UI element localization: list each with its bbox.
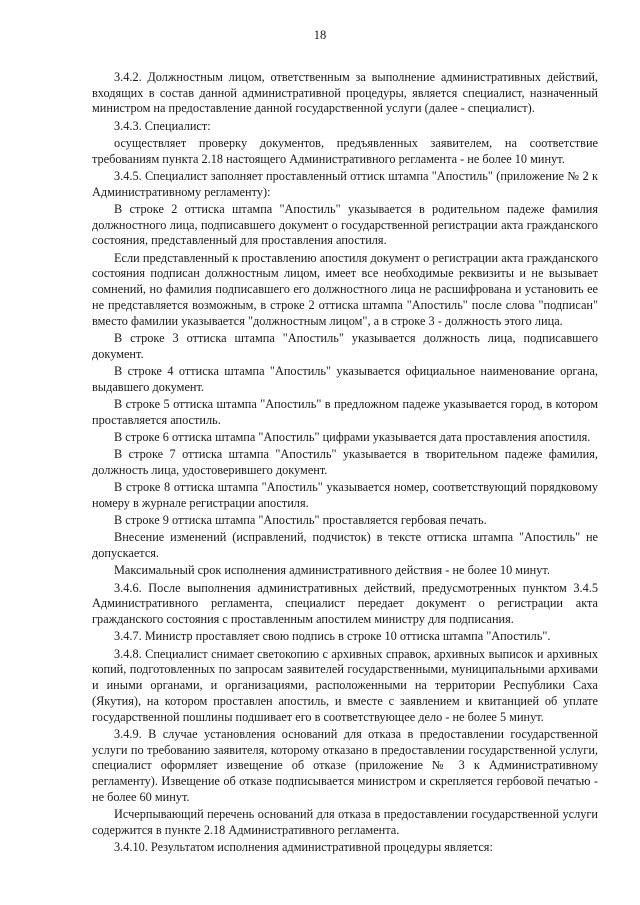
paragraph: В строке 9 оттиска штампа "Апостиль" проставляется гербовая печать.: [114, 513, 487, 528]
paragraph: Внесение изменений (исправлений, подчисток) в тексте оттиска штампа "Апостиль" не допускается.: [92, 530, 598, 561]
paragraph: В строке 6 оттиска штампа "Апостиль" цифрами указывается дата проставления апостиля.: [114, 429, 591, 444]
paragraph: осуществляет проверку документов, предъявленных заявителем, на соответствие требованиям пункта 2.18 настоящего Административного регламента - не более 10 минут.: [92, 136, 598, 166]
paragraph: 3.4.2. Должностным лицом, ответственным за выполнение административных действий, входящих в состав данной административной процедуры, является специалист, назначенный министром на предоставление данной государственной услуги (далее - специалист).: [92, 70, 598, 116]
paragraph: В строке 5 оттиска штампа "Апостиль" в предложном падеже указывается город, в котором проставляется апостиль.: [92, 396, 598, 427]
paragraph: В строке 4 оттиска штампа "Апостиль" указывается официальное наименование органа, выдавшего документ.: [92, 363, 598, 394]
paragraph: 3.4.7. Министр проставляет свою подпись в строке 10 оттиска штампа "Апостиль".: [114, 629, 551, 644]
paragraph: В строке 8 оттиска штампа "Апостиль" указывается номер, соответствующий порядковому номеру в журнале регистрации апостиля.: [92, 480, 598, 510]
paragraph: В строке 7 оттиска штампа "Апостиль" указывается в творительном падеже фамилия, должность лица, удостоверившего документ.: [92, 447, 598, 477]
paragraph: Исчерпывающий перечень оснований для отказа в предоставлении государственной услуги содержится в пункте 2.18 Административного регламента.: [92, 806, 598, 837]
paragraph: В строке 2 оттиска штампа "Апостиль" указывается в родительном падеже фамилия должностного лица, подписавшего документ о государственной регистрации акта гражданского состояния, представленный для проставления апостиля.: [92, 202, 598, 248]
paragraph: Если представленный к проставлению апостиля документ о регистрации акта гражданского состояния подписан должностным лицом, имеет все необходимые реквизиты и не вызывает сомнений, но фамилия подписавшего его должностного лица не расшифрована и установить ее не представляется возможным, в строке 2 оттиска штампа "Апостиль" после слова "подписан" вместо фамилии указывается "должностным лицом", а в строке 3 - должность этого лица.: [92, 250, 598, 328]
document-body: [92, 70, 598, 857]
paragraph: Максимальный срок исполнения административного действия - не более 10 минут.: [114, 563, 550, 578]
paragraph: 3.4.10. Результатом исполнения административной процедуры является:: [114, 839, 493, 854]
paragraph: 3.4.9. В случае установления оснований для отказа в предоставлении государственной услуги по требованию заявителя, которому отказано в предоставлении государственной услуги, специалист оформляет извещение об отказе (приложение № 3 к Административному регламенту). Извещение об отказе подписывается министром и скрепляется гербовой печатью - не более 60 минут.: [92, 726, 598, 804]
paragraph: 3.4.6. После выполнения административных действий, предусмотренных пунктом 3.4.5 Административного регламента, специалист передает документ о регистрации акта гражданского состояния с проставленным апостилем министру для подписания.: [92, 580, 598, 627]
page-number: 18: [313, 28, 327, 42]
paragraph: 3.4.8. Специалист снимает светокопию с архивных справок, архивных выписок и архивных копий, подготовленных по запросам заявителей государственными, муниципальными архивами и иными органами, и организациями, расположенными на территории Республики Саха (Якутия), на котором проставлен апостиль, и вместе с заявлением и квитанцией об уплате государственной пошлины подшивает его в соответствующее дело - не более 5 минут.: [92, 646, 598, 724]
paragraph: 3.4.5. Специалист заполняет проставленный оттиск штампа "Апостиль" (приложение № 2 к Административному регламенту):: [92, 169, 598, 199]
paragraph: 3.4.3. Специалист:: [114, 118, 211, 133]
paragraph: В строке 3 оттиска штампа "Апостиль" указывается должность лица, подписавшего документ.: [92, 330, 598, 361]
